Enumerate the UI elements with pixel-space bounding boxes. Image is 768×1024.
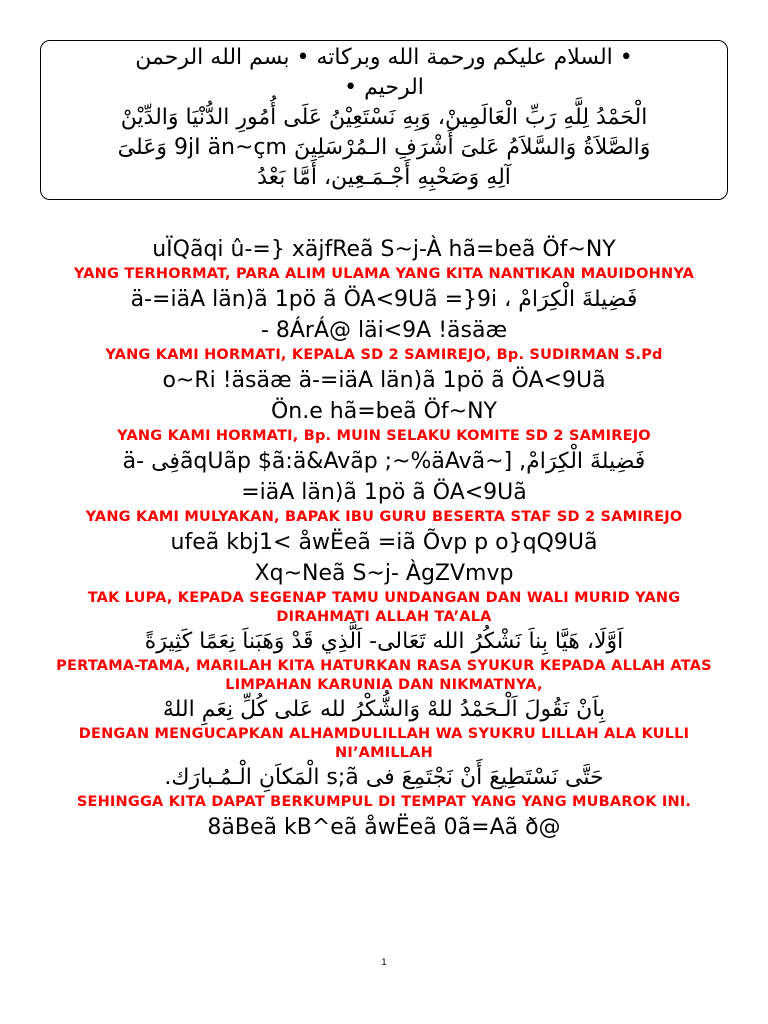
translation-text: DENGAN MENGUCAPKAN ALHAMDULILLAH WA SYUKRU LILLAH ALA KULLI NI’AMILLAH (78, 726, 690, 761)
arabic-font-text: 8äBeã kB^eã åwËeã 0ã=Aã ð@ (207, 815, 561, 840)
arabic-font-text: o~Ri !äsäæ ä-=iäA län)ã 1pö ã ÖA<9Uã (162, 368, 606, 393)
salam-line-continued: الرحيم • (344, 75, 424, 100)
arabic-font-text: ä-=iäA län)ã 1pö ã ÖA<9Uã =}9i ، فَضِيلةَ الْكِرَامْ (130, 287, 638, 312)
arabic-font-text: - 8ÁrÁ@ läi<9A !äsäæ (260, 318, 508, 343)
arabic-text: حَتَّى نَسْتَطِيعَ أَنْ نَجْتَمِعَ فى s;ã الْمَكاَنِ الْـمُـبارَك. (164, 765, 604, 790)
salam-line: • السلام عليكم ورحمة الله وبركاته • بسم الله الرحمن (135, 45, 633, 70)
arabic-font-text: Ön.e hã=beã Öf~NY (270, 399, 497, 424)
translation-text: YANG KAMI MULYAKAN, BAPAK IBU GURU BESERTA STAF SD 2 SAMIREJO (85, 509, 683, 525)
arabic-text: بِاَنْ نَقُولَ اَلْـحَمْدُ للهْ وَالشُّكْرُ لله عَلى كُلِّ نِعَمِ اللهْ (162, 697, 606, 722)
opening-greeting-box (40, 40, 728, 200)
document-page (40, 40, 728, 843)
page-number: 1 (381, 958, 387, 968)
arabic-font-text: uÏQãqi û-=} xäjfReã S~j-À hã=beã Öf~NY (152, 237, 616, 262)
arabic-font-text: ufeã kbj1< åwËeã =iã Õvp p o}qQ9Uã (170, 530, 598, 555)
arabic-font-text: ä- فِىãqUãp $ã:ä&Avãp ;~%äAvã~] ,فَضِيلةَ الْكِرَامْ (122, 449, 646, 474)
arabic-text: اَوَّلَا، هَيَّا بِناَ نَشْكُرُ الله تَعَالى- اَلَّذِي قَدْ وَهَبَناَ نِعَمًا كَثِيرَةً (144, 629, 624, 654)
translation-text: TAK LUPA, KEPADA SEGENAP TAMU UNDANGAN DAN WALI MURID YANG DIRAHMATI ALLAH TA’ALA (87, 590, 681, 625)
translation-text: SEHINGGA KITA DAPAT BERKUMPUL DI TEMPAT YANG YANG MUBAROK INI. (76, 794, 692, 810)
translation-text: YANG KAMI HORMATI, KEPALA SD 2 SAMIREJO, Bp. SUDIRMAN S.Pd (105, 347, 663, 363)
speech-content (40, 234, 728, 843)
arabic-font-text: Xq~Neã S~j- ÀgZVmvp (254, 561, 514, 586)
translation-text: PERTAMA-TAMA, MARILAH KITA HATURKAN RASA SYUKUR KEPADA ALLAH ATAS LIMPAHAN KARUNIA DAN NIKMATNYA, (56, 658, 712, 693)
amma-badu-line: آلِهِ وَصَحْبِهِ أَجْـمَـعِين، أَمَّا بَعْدُ (257, 165, 511, 190)
translation-text: YANG TERHORMAT, PARA ALIM ULAMA YANG KITA NANTIKAN MAUIDOHNYA (73, 266, 695, 282)
hamdalah-line: الْحَمْدُ لِلَّهِ رَبِّ الْعَالَمِينْ، وَبِهِ نَسْتَعِيْنُ عَلَى أُمُورِ الدُّنْيَا وَالدِّيْنْ (120, 105, 648, 130)
shalawat-line: وَالصَّلاَةُ وَالسَّلاَمُ عَلىَ أَشْرَفِ الـمُرْسَلِينَ 9jI än~çm وَعَلىَ (117, 135, 651, 160)
translation-text: YANG KAMI HORMATI, Bp. MUIN SELAKU KOMITE SD 2 SAMIREJO (117, 428, 651, 444)
arabic-font-text: =iäA län)ã 1pö ã ÖA<9Uã (241, 480, 527, 505)
